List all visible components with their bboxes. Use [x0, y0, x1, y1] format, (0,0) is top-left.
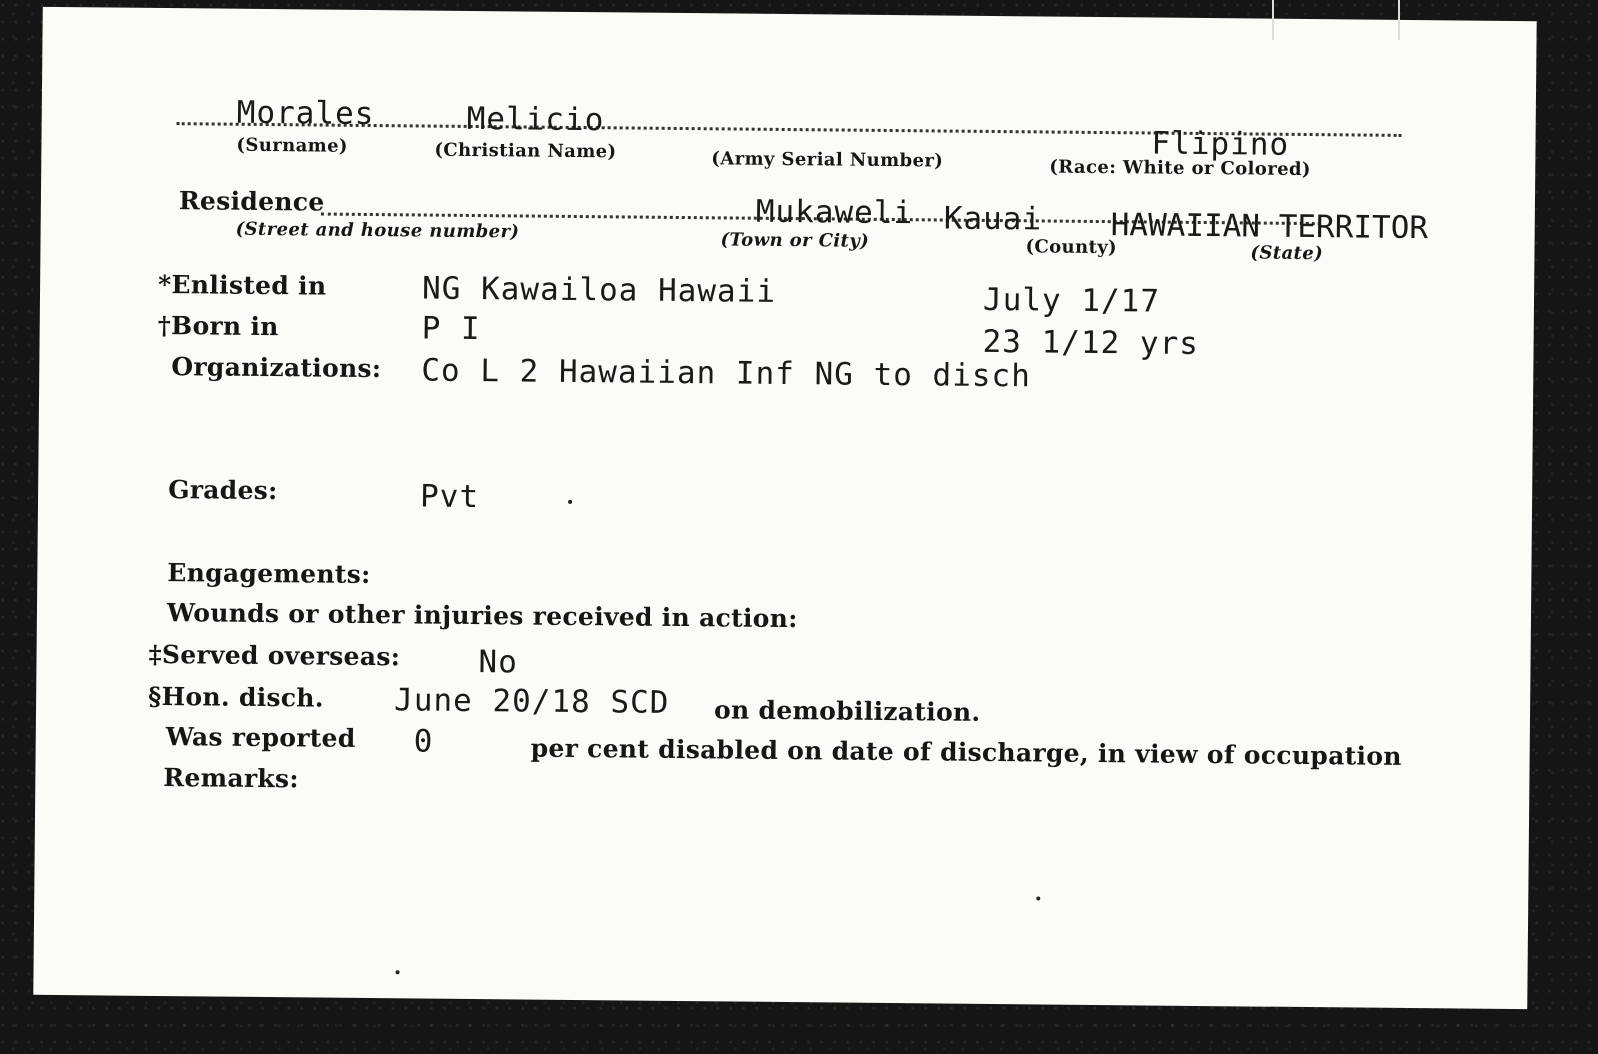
- scan-speck: [396, 970, 400, 974]
- remarks-label: Remarks:: [163, 763, 300, 794]
- christian-name-value: Melicio: [466, 100, 605, 139]
- state-value: HAWAIIAN TERRITOR: [1110, 207, 1429, 247]
- age-value: 23 1/12 yrs: [982, 323, 1200, 362]
- organizations-label: Organizations:: [171, 352, 382, 384]
- race-value: Flipino: [1151, 125, 1290, 163]
- hon-disch-suffix: on demobilization.: [713, 695, 981, 727]
- reported-suffix: per cent disabled on date of discharge, in view of occupation: [530, 733, 1402, 771]
- enlisted-value: NG Kawailoa Hawaii: [421, 270, 777, 310]
- enlisted-label: *Enlisted in: [157, 269, 327, 301]
- street-caption: (Street and house number): [235, 218, 520, 243]
- grades-label: Grades:: [168, 475, 278, 506]
- reported-label: Was reported: [165, 722, 356, 753]
- town-value: Mukaweli: [755, 193, 914, 232]
- overseas-value: No: [478, 644, 519, 681]
- scan-edge-mark: [1398, 0, 1400, 40]
- race-caption: (Race: White or Colored): [1049, 156, 1311, 181]
- state-caption: (State): [1250, 242, 1324, 265]
- engagements-label: Engagements:: [167, 558, 371, 590]
- county-caption: (County): [1025, 236, 1118, 259]
- scan-speck: [568, 500, 572, 504]
- town-caption: (Town or City): [720, 229, 870, 252]
- scan-edge-mark: [1272, 0, 1274, 40]
- christian-name-caption: (Christian Name): [434, 139, 617, 163]
- grades-value: Pvt: [419, 478, 480, 516]
- residence-label: Residence: [178, 186, 325, 217]
- army-serial-caption: (Army Serial Number): [711, 148, 944, 172]
- hon-disch-value: June 20/18 SCD: [393, 682, 670, 721]
- organizations-value: Co L 2 Hawaiian Inf NG to disch: [421, 352, 1032, 395]
- overseas-label: ‡Served overseas:: [148, 639, 401, 672]
- born-value: P I: [421, 310, 481, 348]
- surname-caption: (Surname): [236, 134, 349, 157]
- surname-value: Morales: [236, 94, 375, 133]
- hon-disch-label: §Hon. disch.: [148, 681, 325, 713]
- born-label: †Born in: [157, 310, 279, 342]
- scan-speck: [1036, 896, 1040, 900]
- reported-value: 0: [413, 723, 434, 760]
- county-value: Kauai: [943, 200, 1043, 238]
- enlisted-date: July 1/17: [982, 281, 1161, 320]
- service-record-card: [33, 7, 1536, 1009]
- wounds-label: Wounds or other injuries received in action:: [166, 598, 798, 634]
